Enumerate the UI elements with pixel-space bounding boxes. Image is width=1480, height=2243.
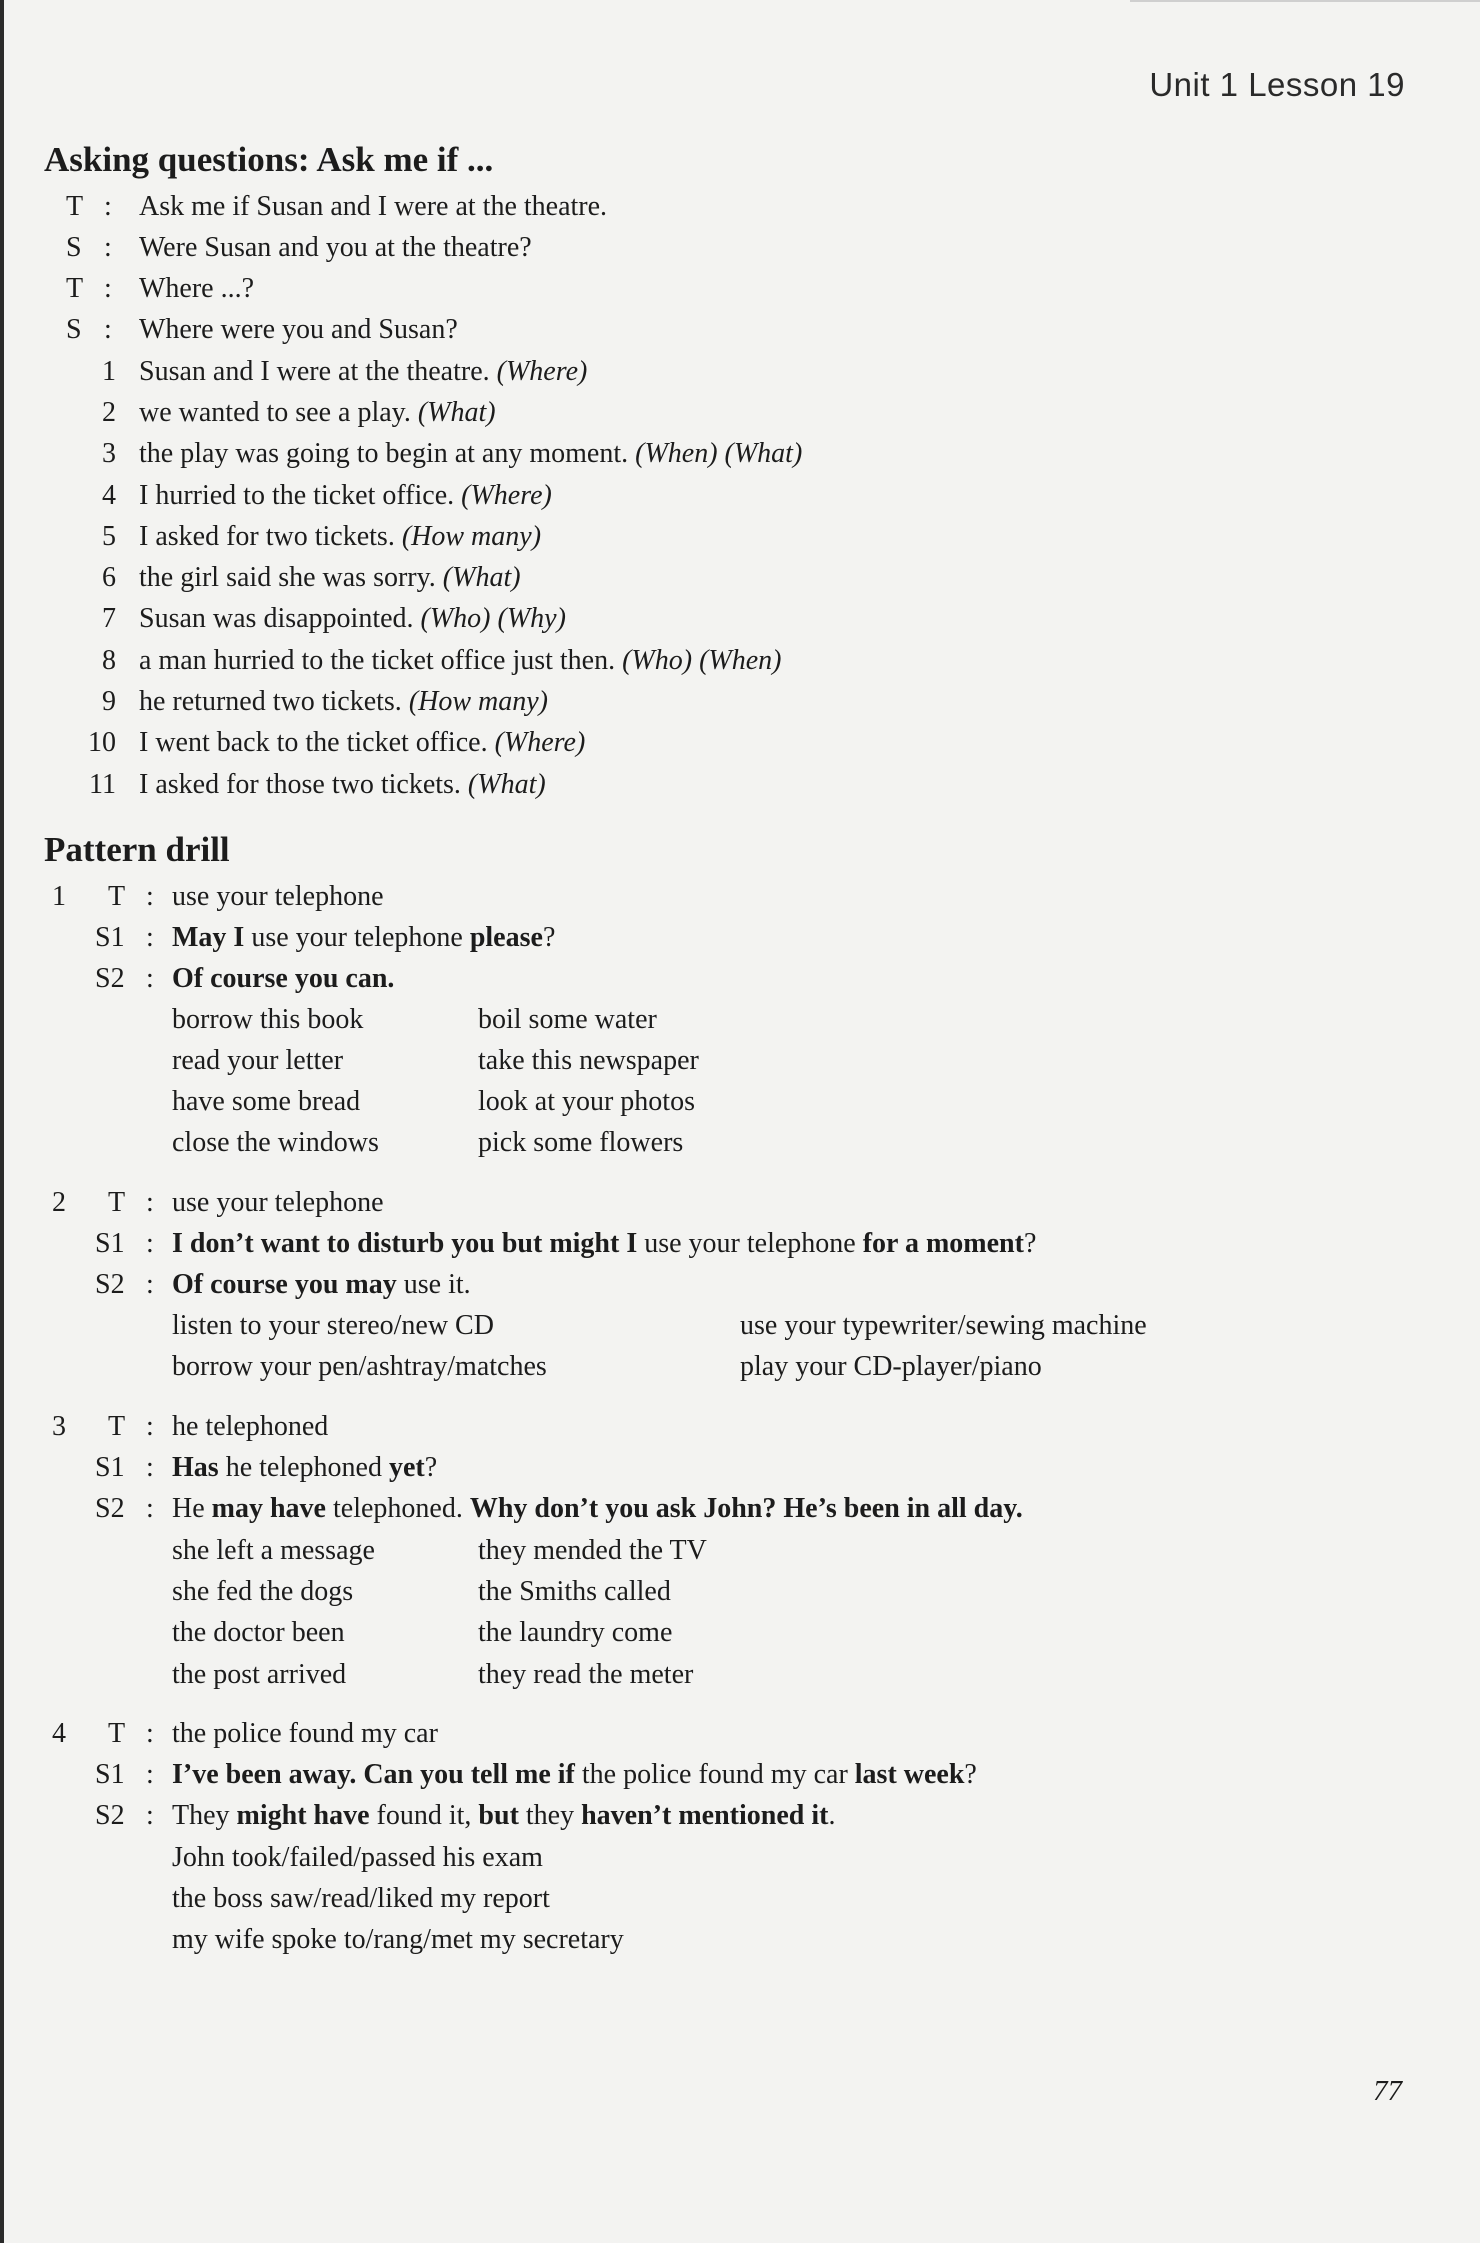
list-item: they mended the TV bbox=[478, 1535, 707, 1566]
list-item: they read the meter bbox=[478, 1659, 694, 1690]
list-item: pick some flowers bbox=[478, 1127, 684, 1158]
list-item: listen to your stereo/new CD bbox=[172, 1310, 494, 1341]
list-item: have some bread bbox=[172, 1086, 361, 1117]
list-item: the boss saw/read/liked my report bbox=[172, 1883, 550, 1914]
list-item: close the windows bbox=[172, 1127, 379, 1158]
list-item: borrow this book bbox=[172, 1004, 364, 1035]
list-item: read your letter bbox=[172, 1045, 344, 1076]
list-item: John took/failed/passed his exam bbox=[172, 1842, 543, 1873]
drill-response-s2: He may have telephoned. Why don’t you ask John? He’s been in all day. bbox=[172, 1493, 1023, 1524]
drill-prompt: he telephoned bbox=[172, 1411, 329, 1442]
page-number: 77 bbox=[1373, 2075, 1402, 2107]
list-item: the Smiths called bbox=[478, 1576, 671, 1607]
section-title-pattern-drill: Pattern drill bbox=[44, 830, 230, 869]
top-rule bbox=[1130, 0, 1480, 2]
list-item: my wife spoke to/rang/met my secretary bbox=[172, 1924, 624, 1955]
list-item: the post arrived bbox=[172, 1659, 347, 1690]
drill-prompt: the police found my car bbox=[172, 1718, 438, 1749]
list-item: the doctor been bbox=[172, 1617, 345, 1648]
drill-number: 3 bbox=[52, 1411, 66, 1442]
unit-lesson-header: Unit 1 Lesson 19 bbox=[1149, 66, 1405, 103]
drill-prompt: use your telephone bbox=[172, 1187, 384, 1218]
drill-response-s2: They might have found it, but they haven’t mentioned it. bbox=[172, 1800, 836, 1831]
drill-number: 4 bbox=[52, 1718, 66, 1749]
section-title-asking-questions: Asking questions: Ask me if ... bbox=[44, 140, 494, 179]
drill-number: 2 bbox=[52, 1187, 66, 1218]
drill-response-s2: Of course you may use it. bbox=[172, 1269, 471, 1300]
drill-number: 1 bbox=[52, 881, 66, 912]
list-item: borrow your pen/ashtray/matches bbox=[172, 1351, 547, 1382]
list-item: the laundry come bbox=[478, 1617, 673, 1648]
list-item: boil some water bbox=[478, 1004, 657, 1035]
drill-response-s1: May I use your telephone please? bbox=[172, 922, 556, 953]
list-item: she left a message bbox=[172, 1535, 375, 1566]
drill-response-s2: Of course you can. bbox=[172, 963, 395, 994]
drill-prompt: use your telephone bbox=[172, 881, 384, 912]
drill-response-s1: I don’t want to disturb you but might I use your telephone for a moment? bbox=[172, 1228, 1037, 1259]
list-item: use your typewriter/sewing machine bbox=[740, 1310, 1147, 1341]
list-item: play your CD-player/piano bbox=[740, 1351, 1042, 1382]
drill-response-s1: I’ve been away. Can you tell me if the police found my car last week? bbox=[172, 1759, 977, 1790]
page-binding-edge bbox=[0, 0, 4, 2243]
list-item: look at your photos bbox=[478, 1086, 695, 1117]
list-item: she fed the dogs bbox=[172, 1576, 354, 1607]
drill-response-s1: Has he telephoned yet? bbox=[172, 1452, 438, 1483]
list-item: take this newspaper bbox=[478, 1045, 699, 1076]
